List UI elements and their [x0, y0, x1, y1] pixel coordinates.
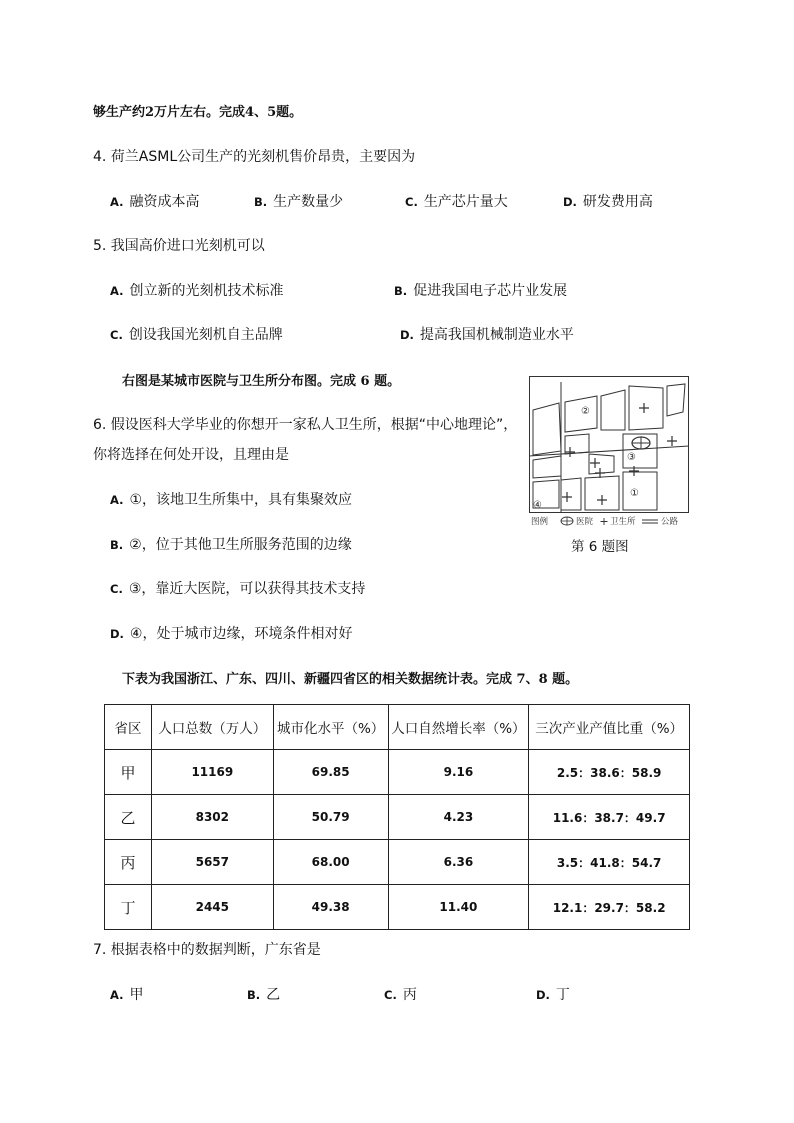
- option-text: ②，位于其他卫生所服务范围的边缘: [129, 537, 352, 553]
- legend-road-icon: [642, 520, 658, 523]
- cell-growth-rate: 4.23: [388, 795, 529, 840]
- legend-label: 图例: [531, 517, 549, 527]
- cell-urbanization: 68.00: [273, 840, 388, 885]
- intro-q6: 右图是某城市医院与卫生所分布图。完成 6 题。: [122, 374, 401, 389]
- map-legend: [531, 516, 679, 527]
- option-letter: A.: [110, 195, 124, 209]
- cell-industry-ratio: 11.6：38.7：49.7: [529, 795, 690, 840]
- marker-3: ③: [627, 452, 636, 463]
- option-letter: A.: [110, 493, 124, 507]
- header-province: 省区: [105, 705, 152, 750]
- q5-option-b[interactable]: [394, 280, 567, 300]
- option-text: 乙: [266, 987, 281, 1003]
- option-letter: A.: [110, 284, 124, 298]
- option-text: 促进我国电子芯片业发展: [413, 283, 568, 299]
- option-letter: C.: [110, 328, 123, 342]
- option-text: 创立新的光刻机技术标准: [129, 283, 284, 299]
- table-row: [105, 795, 690, 840]
- option-letter: D.: [536, 988, 550, 1002]
- cell-province: 乙: [105, 795, 152, 840]
- legend-road: 公路: [661, 517, 679, 527]
- cell-population: 5657: [151, 840, 273, 885]
- option-text: 丙: [402, 987, 417, 1003]
- option-letter: D.: [110, 627, 124, 641]
- option-letter: C.: [405, 195, 418, 209]
- option-text: 创设我国光刻机自主品牌: [128, 327, 283, 343]
- option-text: ①，该地卫生所集中，具有集聚效应: [129, 492, 353, 508]
- q4-option-b[interactable]: [254, 191, 343, 211]
- option-letter: A.: [110, 988, 124, 1002]
- cell-population: 11169: [151, 750, 273, 795]
- question-6-stem-line2: 你将选择在何处开设，且理由是: [93, 447, 289, 463]
- hospital-icon: [632, 437, 650, 449]
- q6-option-b[interactable]: [110, 534, 352, 554]
- q4-option-a[interactable]: [110, 191, 199, 211]
- province-stats-table: [104, 704, 690, 930]
- option-text: 丁: [555, 987, 570, 1003]
- option-letter: B.: [247, 988, 261, 1002]
- legend-hospital: 医院: [576, 517, 594, 527]
- option-letter: C.: [384, 988, 397, 1002]
- option-letter: B.: [394, 284, 408, 298]
- map-caption: 第 6 题图: [571, 539, 629, 555]
- q6-option-c[interactable]: [110, 578, 365, 598]
- cell-growth-rate: 9.16: [388, 750, 529, 795]
- q6-option-a[interactable]: [110, 489, 352, 509]
- header-urbanization: 城市化水平（%）: [273, 705, 388, 750]
- option-text: 甲: [129, 987, 144, 1003]
- table-row: [105, 750, 690, 795]
- cell-urbanization: 49.38: [273, 885, 388, 930]
- option-letter: B.: [254, 195, 268, 209]
- question-6-stem-line1: 6. 假设医科大学毕业的你想开一家私人卫生所，根据“中心地理论”，: [93, 417, 518, 433]
- q5-option-a[interactable]: [110, 280, 283, 300]
- option-text: 生产芯片量大: [423, 194, 508, 210]
- cell-industry-ratio: 2.5：38.6：58.9: [529, 750, 690, 795]
- option-text: 提高我国机械制造业水平: [419, 327, 574, 343]
- header-growth-rate: 人口自然增长率（%）: [388, 705, 529, 750]
- option-letter: B.: [110, 538, 124, 552]
- legend-clinic: 卫生所: [610, 517, 636, 527]
- cell-urbanization: 50.79: [273, 795, 388, 840]
- question-7-stem: 7. 根据表格中的数据判断，广东省是: [93, 942, 321, 958]
- q4-option-d[interactable]: [563, 191, 653, 211]
- cell-province: 丁: [105, 885, 152, 930]
- q6-option-d[interactable]: [110, 623, 352, 643]
- q4-option-c[interactable]: [405, 191, 508, 211]
- marker-4: ④: [533, 500, 542, 511]
- table-header-row: [105, 705, 690, 750]
- q7-option-b[interactable]: [247, 984, 280, 1004]
- option-letter: D.: [400, 328, 414, 342]
- cell-industry-ratio: 3.5：41.8：54.7: [529, 840, 690, 885]
- clinic-distribution-map: [529, 376, 691, 528]
- cell-urbanization: 69.85: [273, 750, 388, 795]
- marker-1: ①: [630, 488, 639, 499]
- q5-option-c[interactable]: [110, 324, 283, 344]
- option-text: 融资成本高: [129, 194, 200, 210]
- cell-province: 甲: [105, 750, 152, 795]
- cell-province: 丙: [105, 840, 152, 885]
- marker-2: ②: [581, 406, 590, 417]
- option-text: 研发费用高: [582, 194, 653, 210]
- q5-option-d[interactable]: [400, 324, 574, 344]
- table-row: [105, 885, 690, 930]
- q7-option-a[interactable]: [110, 984, 143, 1004]
- intro-q7-8: 下表为我国浙江、广东、四川、新疆四省区的相关数据统计表。完成 7、8 题。: [122, 672, 579, 687]
- option-letter: C.: [110, 582, 123, 596]
- header-population: 人口总数（万人）: [151, 705, 273, 750]
- option-text: ③，靠近大医院，可以获得其技术支持: [128, 581, 366, 597]
- option-text: ④，处于城市边缘，环境条件相对好: [129, 626, 353, 642]
- intro-q4-5: 够生产约2万片左右。完成4、5题。: [93, 105, 303, 120]
- q7-option-d[interactable]: [536, 984, 570, 1004]
- cell-growth-rate: 11.40: [388, 885, 529, 930]
- question-5-stem: 5. 我国高价进口光刻机可以: [93, 238, 265, 254]
- table-row: [105, 840, 690, 885]
- q7-option-c[interactable]: [384, 984, 417, 1004]
- cell-population: 8302: [151, 795, 273, 840]
- question-4-stem: 4. 荷兰ASML公司生产的光刻机售价昂贵，主要因为: [93, 149, 416, 165]
- cell-growth-rate: 6.36: [388, 840, 529, 885]
- header-industry-ratio: 三次产业产值比重（%）: [529, 705, 690, 750]
- legend-clinic-icon: [601, 518, 608, 525]
- cell-population: 2445: [151, 885, 273, 930]
- option-letter: D.: [563, 195, 577, 209]
- cell-industry-ratio: 12.1：29.7：58.2: [529, 885, 690, 930]
- option-text: 生产数量少: [273, 194, 344, 210]
